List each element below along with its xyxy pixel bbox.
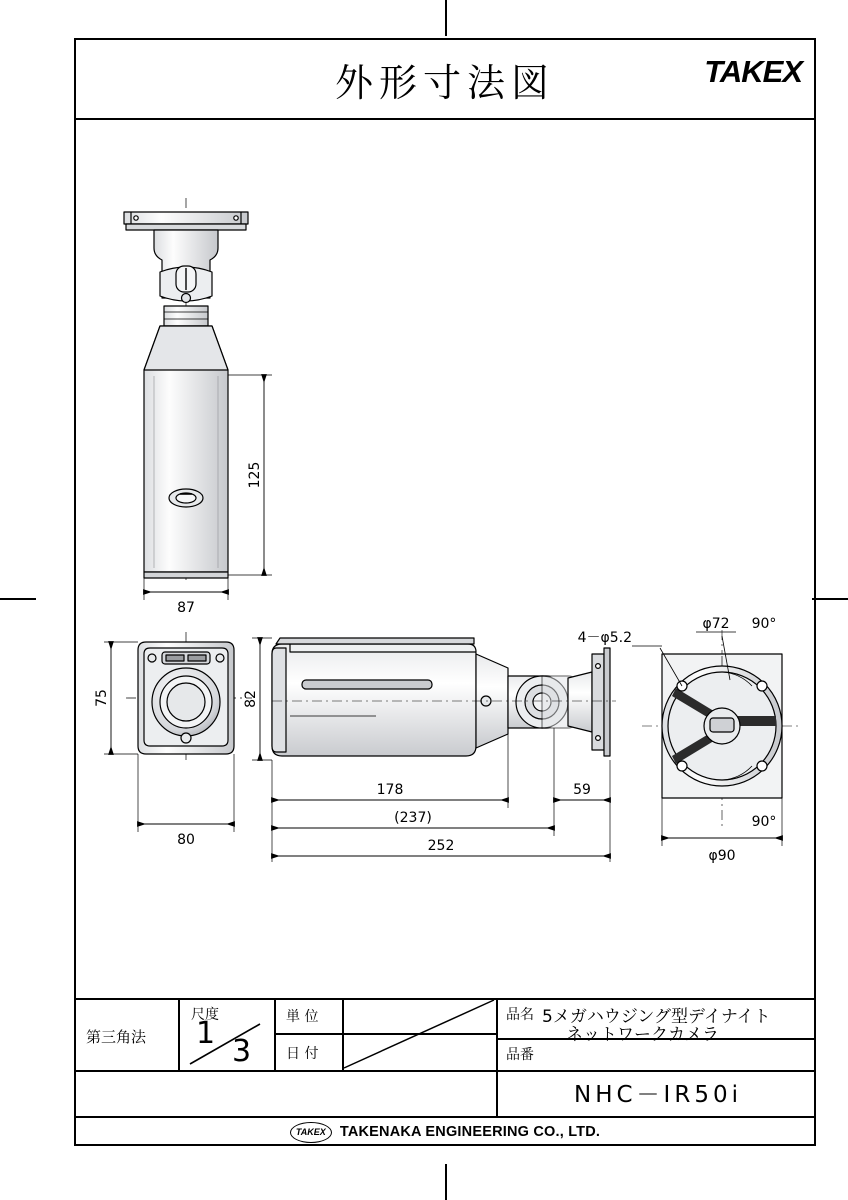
dim-75: 75 (94, 689, 110, 707)
brand-logo: TAKEX (704, 54, 802, 89)
title-band (74, 38, 816, 120)
dim-125: 125 (247, 461, 263, 489)
product-name-line2: ネットワークカメラ (566, 1025, 719, 1045)
footer-bar (74, 1118, 816, 1146)
projection-label: 第三角法 (86, 1028, 147, 1046)
registration-mark-right (812, 598, 848, 600)
product-name-line1: 5メガハウジング型デイナイト (542, 1007, 771, 1027)
product-name-label: 品名 (506, 1007, 534, 1023)
tb-strike (342, 998, 496, 1070)
technical-drawing-area (76, 120, 814, 990)
dim-82: 82 (243, 690, 259, 708)
dim-phi90: φ90 (708, 848, 736, 864)
unit-label: 単 位 (286, 1009, 319, 1025)
dim-178: 178 (376, 782, 404, 798)
tb-rule-lower (74, 1070, 816, 1072)
scale-denominator: 3 (232, 1034, 252, 1069)
company-name: TAKENAKA ENGINEERING CO., LTD. (339, 1124, 601, 1140)
registration-mark-top (445, 0, 447, 36)
scale-slash (182, 1020, 270, 1068)
takex-logo-icon: TAKEX (290, 1122, 332, 1143)
page-title: 外形寸法図 (334, 61, 555, 105)
registration-mark-left (0, 598, 36, 600)
dim-angle-bottom: 90° (751, 814, 777, 830)
dim-4-phi52: 4－φ5.2 (577, 630, 632, 646)
dim-angle-top: 90° (751, 616, 777, 632)
dim-252: 252 (427, 838, 455, 854)
dim-87: 87 (177, 600, 195, 616)
tb-div-1 (178, 998, 180, 1070)
tb-div-4 (496, 998, 498, 1116)
scale-label: 尺度 (191, 1007, 219, 1023)
tb-div-2 (274, 998, 276, 1070)
scale-numerator: 1 (196, 1016, 216, 1051)
dim-59: 59 (573, 782, 591, 798)
dim-80: 80 (177, 832, 195, 848)
part-number: NHC－IR50i (574, 1082, 742, 1108)
date-label: 日 付 (286, 1046, 319, 1062)
dim-phi72: φ72 (702, 616, 730, 632)
dim-237: (237) (394, 810, 432, 826)
part-number-label: 品番 (506, 1047, 534, 1063)
registration-mark-bottom (445, 1164, 447, 1200)
